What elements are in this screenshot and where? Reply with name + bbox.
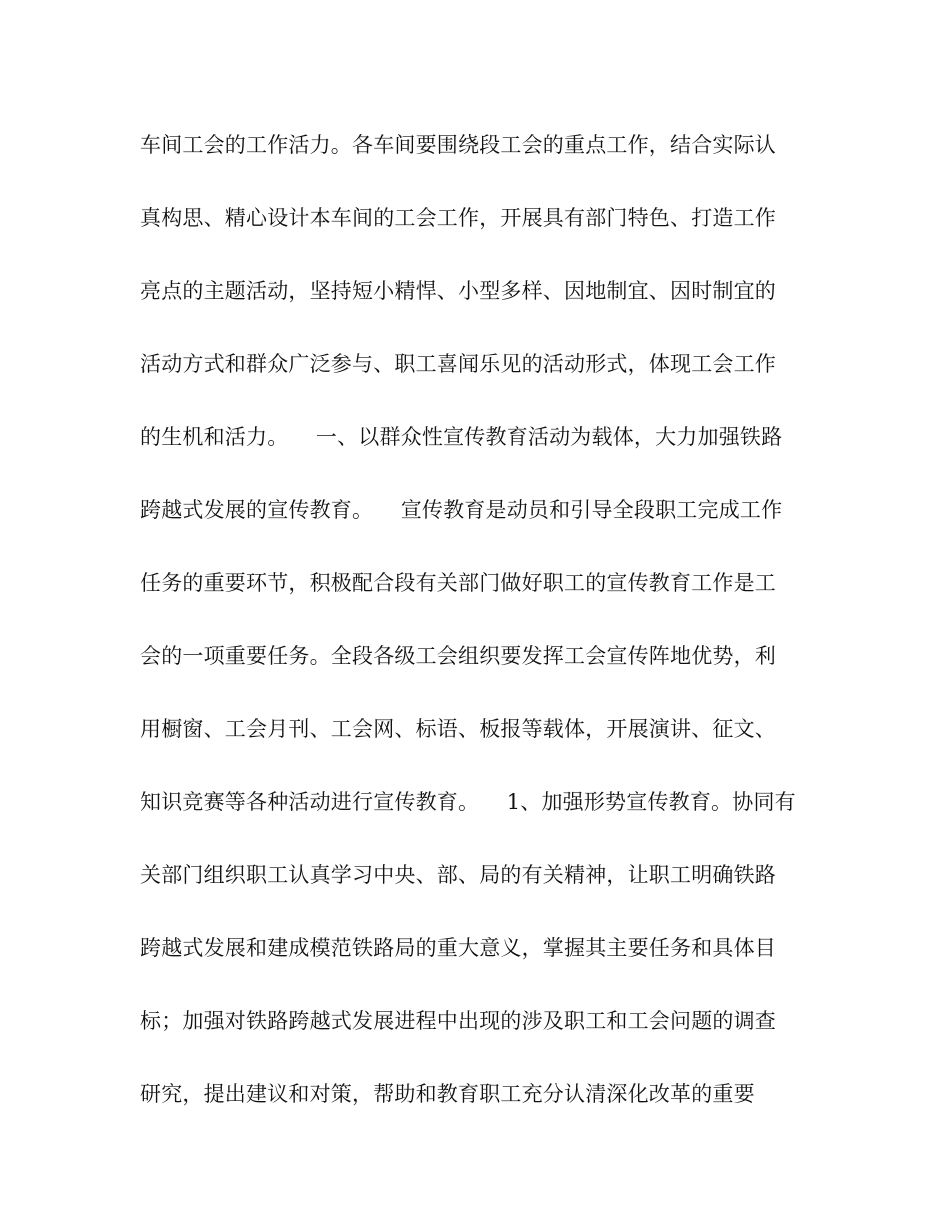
text-line: 车间工会的工作活力。各车间要围绕段工会的重点工作，结合实际认 [140,133,776,157]
text-line: 会的一项重要任务。全段各级工会组织要发挥工会宣传阵地优势，利 [140,644,776,668]
text-line: 研究，提出建议和对策，帮助和教育职工充分认清深化改革的重要 [140,1082,755,1106]
text-line: 活动方式和群众广泛参与、职工喜闻乐见的活动形式，体现工会工作 [140,352,776,376]
text-line: 标；加强对铁路跨越式发展进程中出现的涉及职工和工会问题的调查 [140,1009,776,1033]
text-line: 知识竞赛等各种活动进行宣传教育。 1、加强形势宣传教育。协同有 [140,790,796,814]
text-line: 任务的重要环节，积极配合段有关部门做好职工的宣传教育工作是工 [140,571,776,595]
text-line: 用橱窗、工会月刊、工会网、标语、板报等载体，开展演讲、征文、 [140,717,776,741]
text-line: 真构思、精心设计本车间的工会工作，开展具有部门特色、打造工作 [140,206,776,230]
document-body [140,125,820,1147]
text-line: 跨越式发展的宣传教育。 宣传教育是动员和引导全段职工完成工作 [140,498,783,522]
text-line: 跨越式发展和建成模范铁路局的重大意义，掌握其主要任务和具体目 [140,936,776,960]
text-line: 关部门组织职工认真学习中央、部、局的有关精神，让职工明确铁路 [140,863,776,887]
text-line: 亮点的主题活动，坚持短小精悍、小型多样、因地制宜、因时制宜的 [140,279,776,303]
text-line: 的生机和活力。 一、以群众性宣传教育活动为载体，大力加强铁路 [140,425,783,449]
